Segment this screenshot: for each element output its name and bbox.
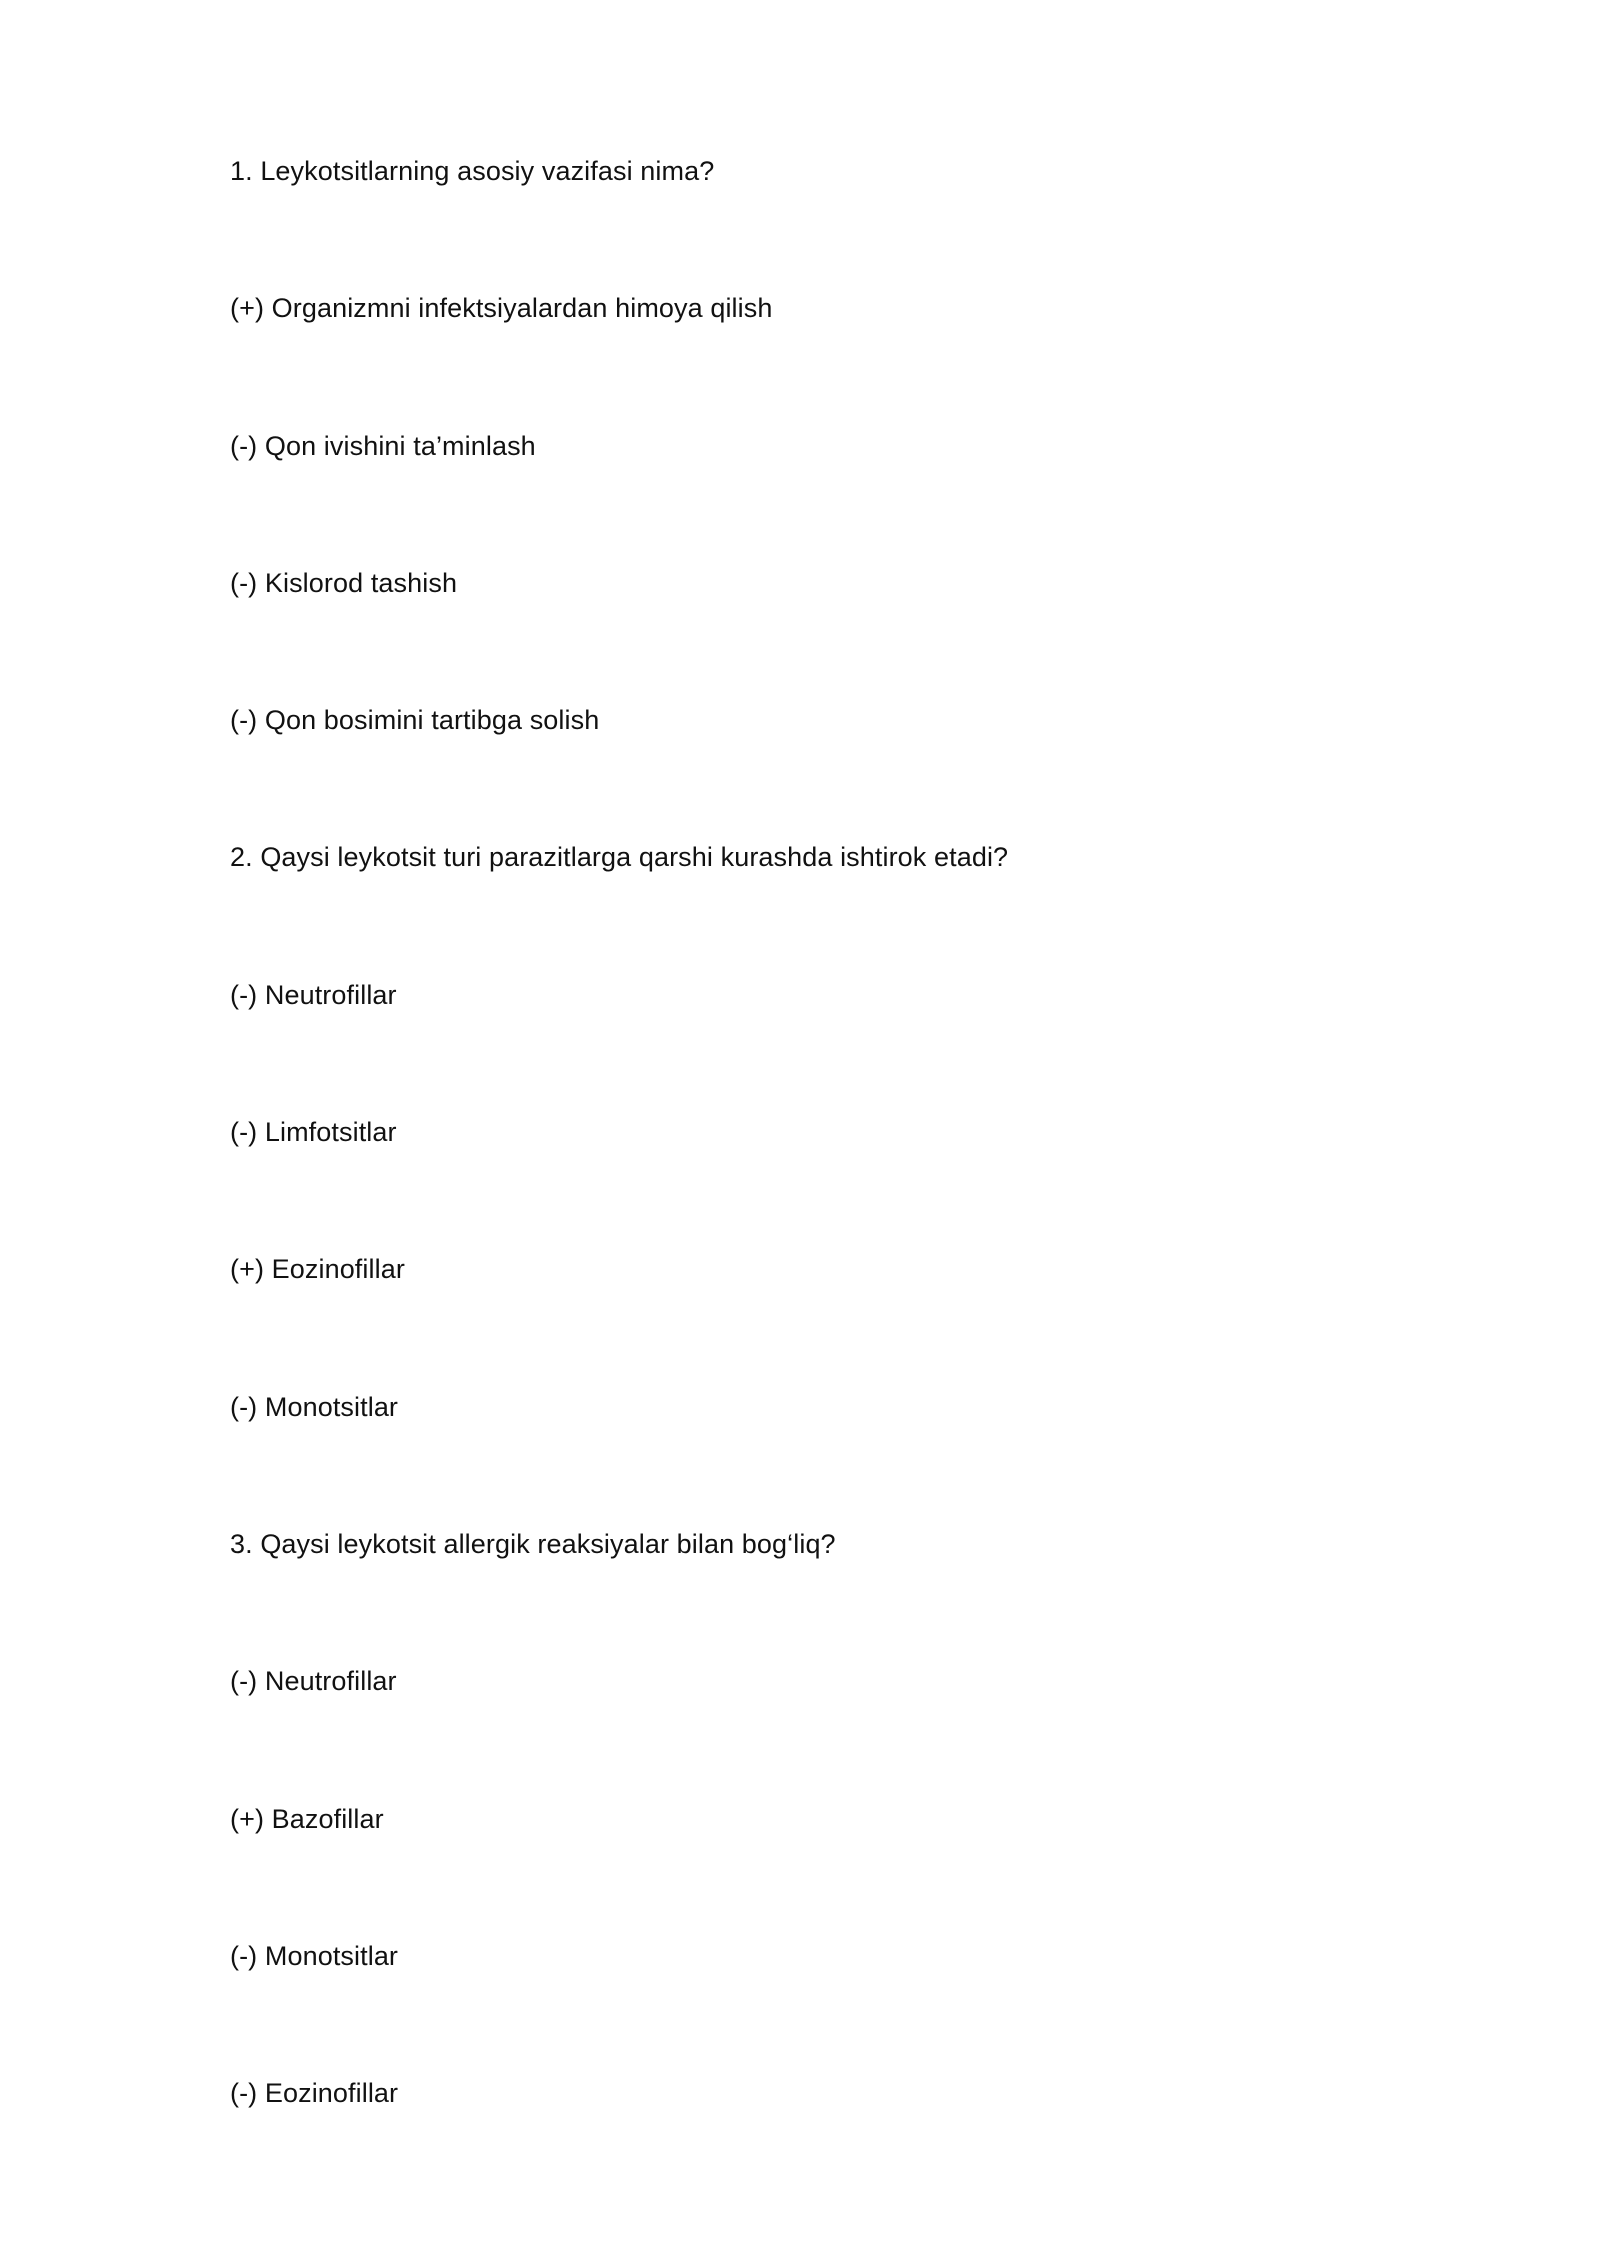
option-1-c: (-) Kislorod tashish <box>230 567 458 598</box>
option-3-b: (+) Bazofillar <box>230 1803 384 1834</box>
option-3-a: (-) Neutrofillar <box>230 1666 397 1697</box>
option-3-d: (-) Eozinofillar <box>230 2078 399 2109</box>
quiz-content <box>230 153 1430 2212</box>
option-2-d: (-) Monotsitlar <box>230 1391 399 1422</box>
option-2-b: (-) Limfotsitlar <box>230 1117 397 1148</box>
option-1-d: (-) Qon bosimini tartibga solish <box>230 705 600 736</box>
option-1-b: (-) Qon ivishini ta’minlash <box>230 430 536 461</box>
option-2-c: (+) Eozinofillar <box>230 1254 405 1285</box>
question-1: 1. Leykotsitlarning asosiy vazifasi nima? <box>230 156 715 186</box>
option-3-c: (-) Monotsitlar <box>230 1940 399 1971</box>
question-2: 2. Qaysi leykotsit turi parazitlarga qarshi kurashda ishtirok etadi? <box>230 842 1009 873</box>
option-2-a: (-) Neutrofillar <box>230 979 397 1010</box>
option-1-a: (+) Organizmni infektsiyalardan himoya qilish <box>230 293 773 324</box>
question-3: 3. Qaysi leykotsit allergik reaksiyalar bilan bog‘liq? <box>230 1528 836 1559</box>
